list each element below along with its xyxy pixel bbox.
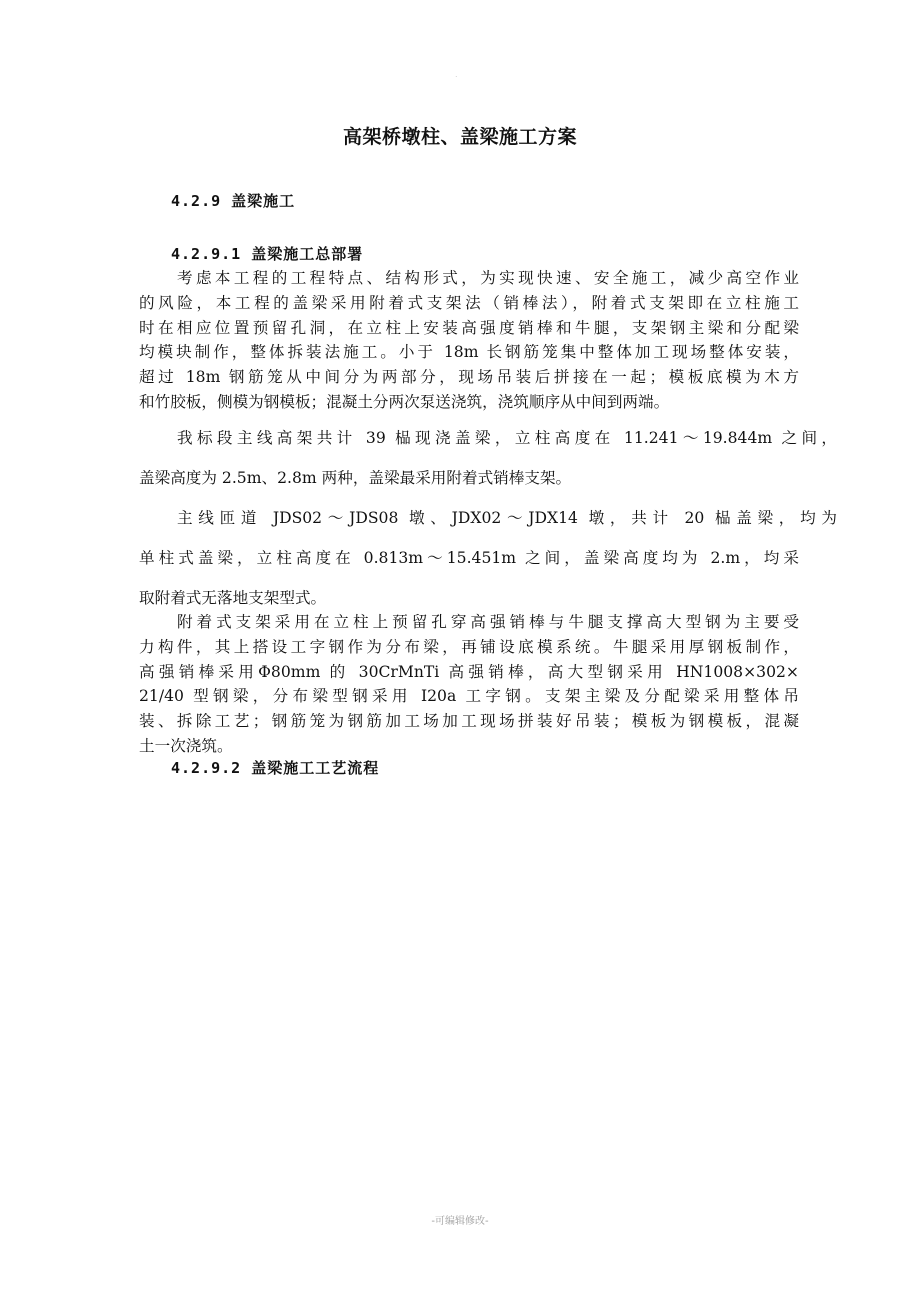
paragraph-line: 我标段主线高架共计 39 榀现浇盖梁，立柱高度在 11.241～19.844m 之间， [177,429,837,447]
paragraph-line: 土一次浇筑。 [139,736,233,755]
paragraph-line: 主线匝道 JDS02～JDS08 墩、JDX02～JDX14 墩，共计 20 榀盖梁，均为 [177,509,837,527]
section-heading-4-2-9-1: 4.2.9.1 盖梁施工总部署 [171,245,364,263]
section-heading-4-2-9-2: 4.2.9.2 盖梁施工工艺流程 [171,759,380,777]
paragraph-attached-support [139,610,799,759]
document-title: 高架桥墩柱、盖梁施工方案 [342,126,577,148]
paragraph-line: 装、拆除工艺；钢筋笼为钢筋加工场加工现场拼装好吊装；模板为钢模板，混凝 [139,712,799,731]
paragraph-line: 的风险，本工程的盖梁采用附着式支架法（销棒法），附着式支架即在立柱施工 [139,293,799,312]
paragraph-line: 超过 18m 钢筋笼从中间分为两部分，现场吊装后拼接在一起；模板底模为木方 [139,368,799,387]
section-heading-4-2-9: 4.2.9 盖梁施工 [171,192,296,210]
paragraph-line: 时在相应位置预留孔洞，在立柱上安装高强度销棒和牛腿，支架钢主梁和分配梁 [139,318,799,337]
paragraph-line: 力构件，其上搭设工字钢作为分布梁，再铺设底模系统。牛腿采用厚钢板制作， [139,637,799,656]
paragraph-line: 单柱式盖梁，立柱高度在 0.813m～15.451m 之间，盖梁高度均为 2.m，均采 [139,549,799,567]
paragraph-line: 取附着式无落地支架型式。 [139,589,327,607]
paragraph-line: 高强销棒采用Φ80mm 的 30CrMnTi 高强销棒，高大型钢采用 HN1008×302× [139,662,799,681]
paragraph-line: 附着式支架采用在立柱上预留孔穿高强销棒与牛腿支撑高大型钢为主要受 [177,613,799,631]
paragraph-line: 21/40 型钢梁，分布梁型钢采用 I20a 工字钢。支架主梁及分配梁采用整体吊 [139,687,799,706]
paragraph-line: 均模块制作，整体拆装法施工。小于 18m 长钢筋笼集中整体加工现场整体安装， [139,343,799,362]
paragraph-line: 考虑本工程的工程特点、结构形式，为实现快速、安全施工，减少高空作业 [177,269,799,287]
page-footer: -可编辑修改- [431,1216,489,1227]
header-mark: . [455,70,458,79]
paragraph-line: 盖梁高度为 2.5m、2.8m 两种，盖梁最采用附着式销棒支架。 [139,469,572,487]
paragraph-general-deployment [139,266,799,415]
paragraph-line: 和竹胶板，侧模为钢模板；混凝土分两次泵送浇筑，浇筑顺序从中间到两端。 [139,392,670,411]
